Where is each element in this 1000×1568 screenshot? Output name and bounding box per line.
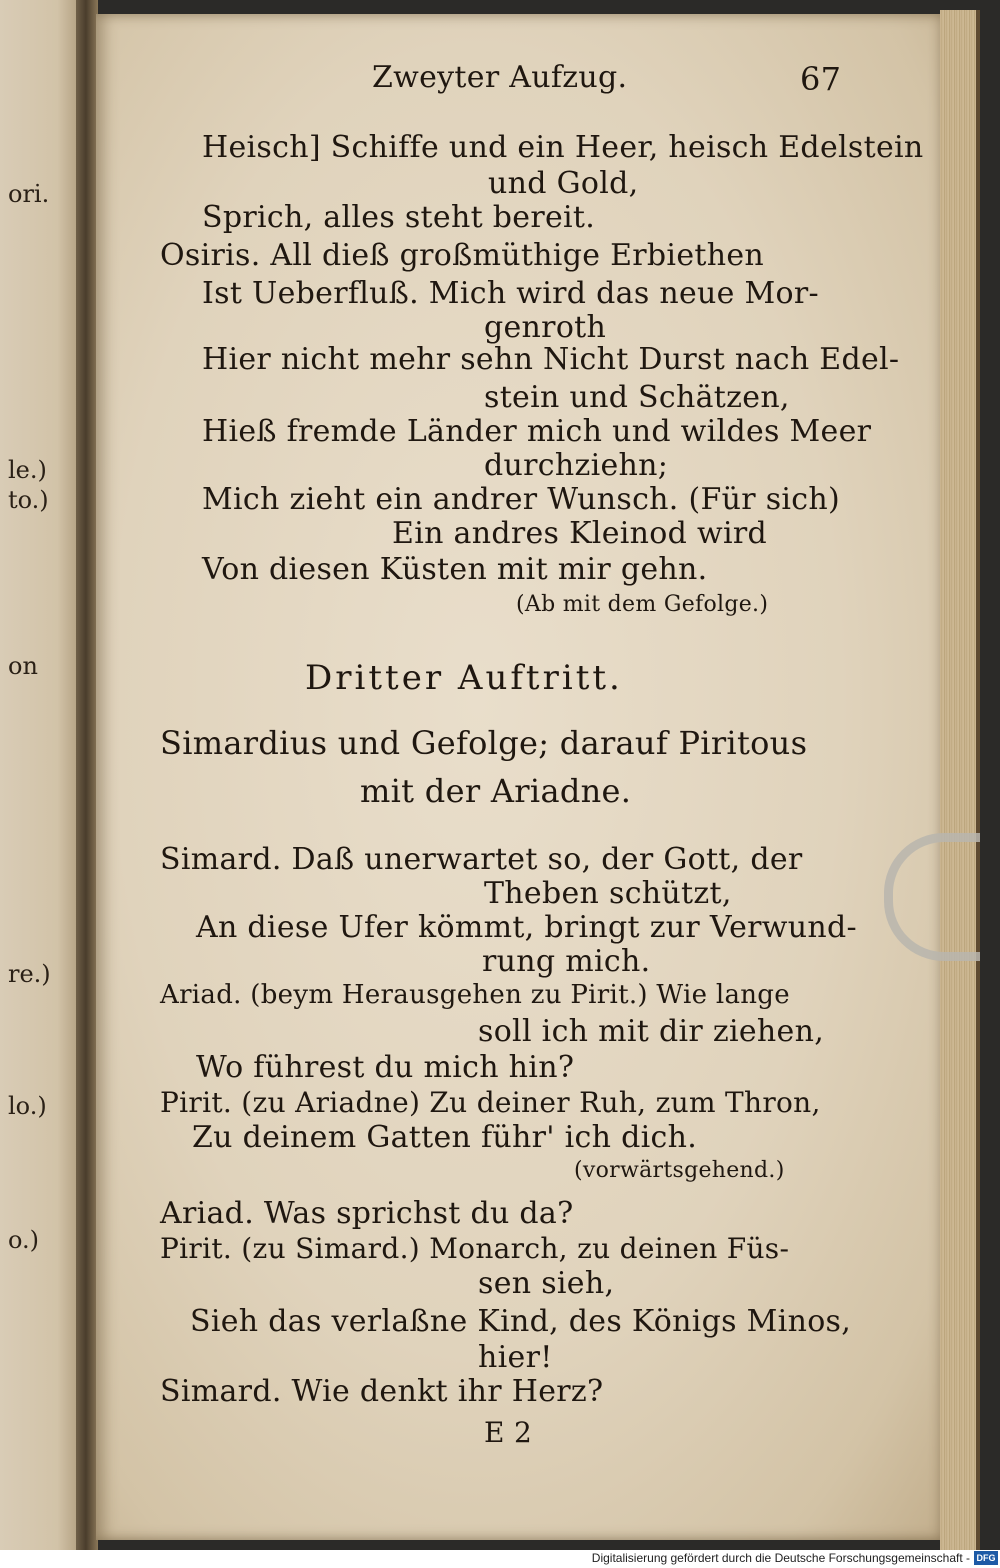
text-line: genroth [484, 310, 607, 345]
stage-direction: (Ab mit dem Gefolge.) [516, 592, 769, 617]
left-fragment: lo.) [8, 1092, 47, 1120]
text-line: Heisch] Schiffe und ein Heer, heisch Edelstein [202, 130, 924, 165]
book-gutter [76, 0, 98, 1550]
text-line: Hier nicht mehr sehn Nicht Durst nach Edel- [202, 342, 900, 377]
text-line: Ein andres Kleinod wird [392, 516, 767, 551]
text-line: durchziehn; [484, 448, 669, 483]
page-edges [940, 10, 980, 1550]
left-fragment: le.) [8, 456, 47, 484]
text-line: Sieh das verlaßne Kind, des Königs Minos, [190, 1304, 852, 1339]
text-line: Osiris. All dieß großmüthige Erbiethen [160, 238, 765, 273]
scene-heading: mit der Ariadne. [360, 772, 632, 810]
footer-credit: Digitalisierung gefördert durch die Deutsche Forschungsgemeinschaft - [591, 1551, 970, 1565]
text-line: Wo führest du mich hin? [196, 1050, 575, 1085]
text-line: Zu deinem Gatten führ' ich dich. [192, 1120, 698, 1155]
text-line: Von diesen Küsten mit mir gehn. [202, 552, 708, 587]
text-line: stein und Schätzen, [484, 380, 790, 415]
text-line: hier! [478, 1340, 553, 1375]
footer-bar [0, 1550, 1000, 1568]
text-line: Ariad. (beym Herausgehen zu Pirit.) Wie lange [160, 980, 790, 1010]
signature-mark: E 2 [484, 1416, 533, 1449]
left-page-edge [0, 0, 82, 1550]
stage-direction: (vorwärtsgehend.) [574, 1158, 785, 1183]
text-line: Simard. Wie denkt ihr Herz? [160, 1374, 604, 1409]
left-fragment: to.) [8, 486, 49, 514]
text-line: Hieß fremde Länder mich und wildes Meer [202, 414, 872, 449]
text-line: Pirit. (zu Simard.) Monarch, zu deinen Füs- [160, 1232, 790, 1265]
scene-title: Dritter Auftritt. [305, 658, 623, 698]
scene-heading: Simardius und Gefolge; darauf Piritous [160, 724, 808, 762]
text-line: rung mich. [482, 944, 651, 979]
text-line: und Gold, [488, 166, 639, 201]
text-line: Ist Ueberfluß. Mich wird das neue Mor- [202, 276, 819, 311]
left-fragment: on [8, 652, 38, 680]
running-head: Zweyter Aufzug. [372, 60, 628, 95]
left-fragment: re.) [8, 960, 51, 988]
text-line: Sprich, alles steht bereit. [202, 200, 596, 235]
text-line: sen sieh, [478, 1266, 615, 1301]
left-fragment: o.) [8, 1226, 40, 1254]
text-line: Pirit. (zu Ariadne) Zu deiner Ruh, zum Thron, [160, 1086, 821, 1119]
page-number: 67 [800, 60, 842, 98]
text-line: An diese Ufer kömmt, bringt zur Verwund- [196, 910, 857, 945]
dfg-logo-icon: DFG [974, 1551, 998, 1565]
text-line: Theben schützt, [484, 876, 732, 911]
text-line: Ariad. Was sprichst du da? [160, 1196, 574, 1231]
text-line: soll ich mit dir ziehen, [478, 1014, 825, 1049]
text-line: Mich zieht ein andrer Wunsch. (Für sich) [202, 482, 841, 517]
text-line: Simard. Daß unerwartet so, der Gott, der [160, 842, 803, 877]
left-fragment: ori. [8, 180, 50, 208]
